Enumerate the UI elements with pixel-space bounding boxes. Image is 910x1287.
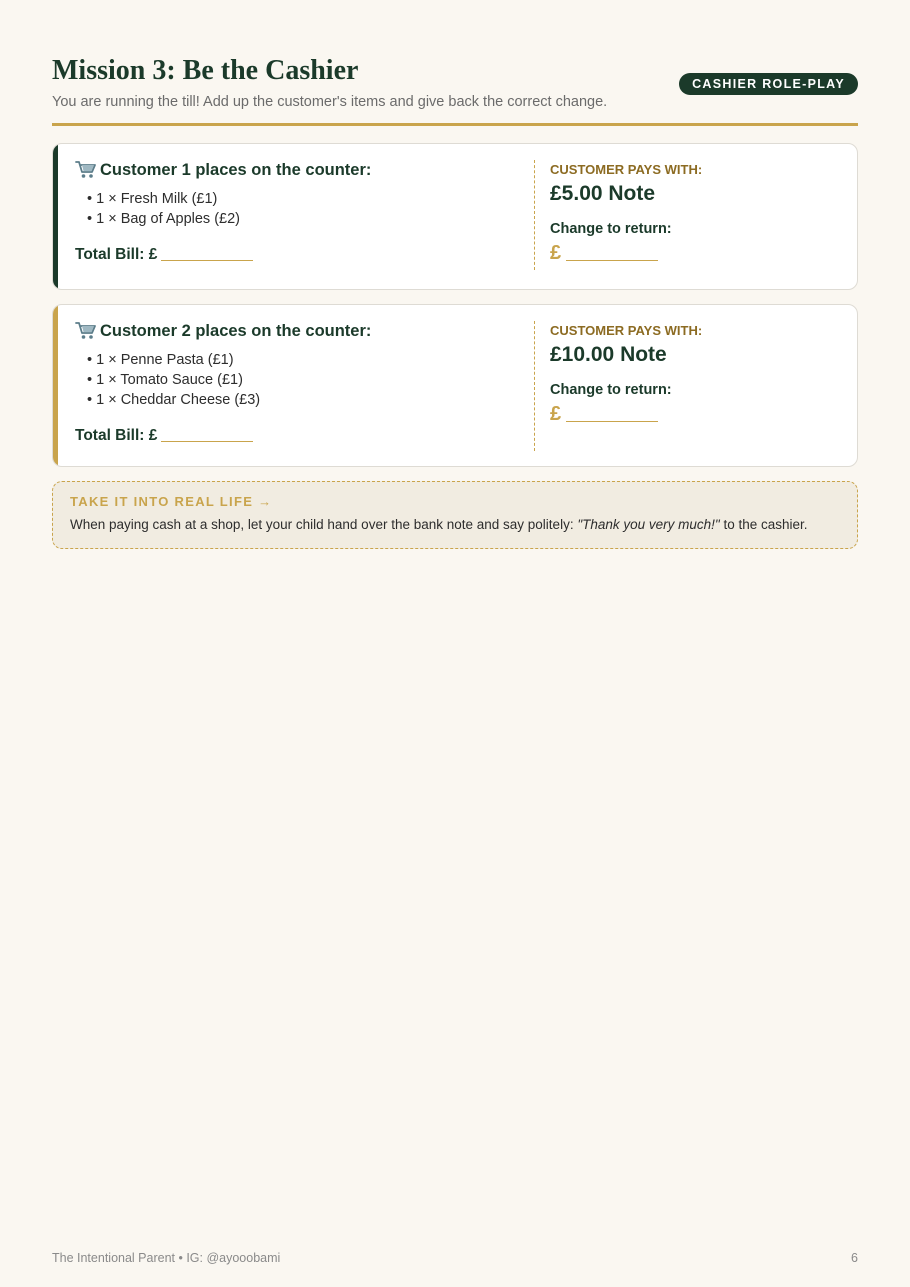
card-accent-bar	[53, 305, 58, 466]
change-label: Change to return:	[550, 382, 672, 398]
shopping-cart-icon	[75, 321, 97, 341]
tip-text-after: to the cashier.	[719, 517, 808, 532]
total-bill-label: Total Bill: £	[75, 427, 158, 444]
customer-card-2	[52, 304, 858, 467]
pays-value: £5.00 Note	[550, 182, 656, 205]
customer-heading-text: Customer 1 places on the counter:	[100, 160, 372, 179]
pays-value: £10.00 Note	[550, 343, 667, 366]
pays-label: CUSTOMER PAYS WITH:	[550, 323, 703, 338]
total-bill	[75, 246, 253, 264]
page-header	[52, 0, 858, 126]
list-item: • 1 × Tomato Sauce (£1)	[87, 372, 243, 388]
list-item: • 1 × Fresh Milk (£1)	[87, 191, 218, 207]
change-answer-line[interactable]	[566, 421, 658, 422]
page-title: Mission 3: Be the Cashier	[52, 55, 359, 86]
customer-card-1	[52, 143, 858, 290]
role-play-badge: CASHIER ROLE-PLAY	[679, 73, 858, 95]
footer-credit: The Intentional Parent • IG: @ayooobami	[52, 1251, 281, 1265]
change-label: Change to return:	[550, 221, 672, 237]
customer-heading	[75, 160, 371, 180]
list-item: • 1 × Penne Pasta (£1)	[87, 352, 234, 368]
item-list	[87, 189, 240, 229]
section-divider	[534, 160, 535, 270]
list-item: • 1 × Bag of Apples (£2)	[87, 211, 240, 227]
item-list	[87, 350, 260, 410]
total-bill-answer-line[interactable]	[161, 260, 253, 261]
shopping-cart-icon	[75, 160, 97, 180]
pound-symbol: £	[550, 242, 562, 264]
page-number: 6	[851, 1251, 858, 1265]
real-life-tip	[52, 481, 858, 549]
pays-label: CUSTOMER PAYS WITH:	[550, 162, 703, 177]
customer-heading-text: Customer 2 places on the counter:	[100, 321, 372, 340]
total-bill-label: Total Bill: £	[75, 246, 158, 263]
list-item: • 1 × Cheddar Cheese (£3)	[87, 392, 261, 408]
customer-heading	[75, 321, 371, 341]
total-bill-answer-line[interactable]	[161, 441, 253, 442]
pound-symbol: £	[550, 403, 562, 425]
section-divider	[534, 321, 535, 451]
total-bill	[75, 427, 253, 445]
change-answer-line[interactable]	[566, 260, 658, 261]
tip-quote: "Thank you very much!"	[577, 517, 720, 532]
tip-label: TAKE IT INTO REAL LIFE →	[70, 494, 273, 509]
tip-text-before: When paying cash at a shop, let your child hand over the bank note and say politely:	[70, 517, 578, 532]
page-subtitle: You are running the till! Add up the customer's items and give back the correct change.	[52, 94, 608, 110]
change-answer	[550, 242, 658, 265]
tip-text	[70, 517, 808, 532]
change-answer	[550, 403, 658, 426]
card-accent-bar	[53, 144, 58, 289]
worksheet-page	[52, 0, 858, 532]
